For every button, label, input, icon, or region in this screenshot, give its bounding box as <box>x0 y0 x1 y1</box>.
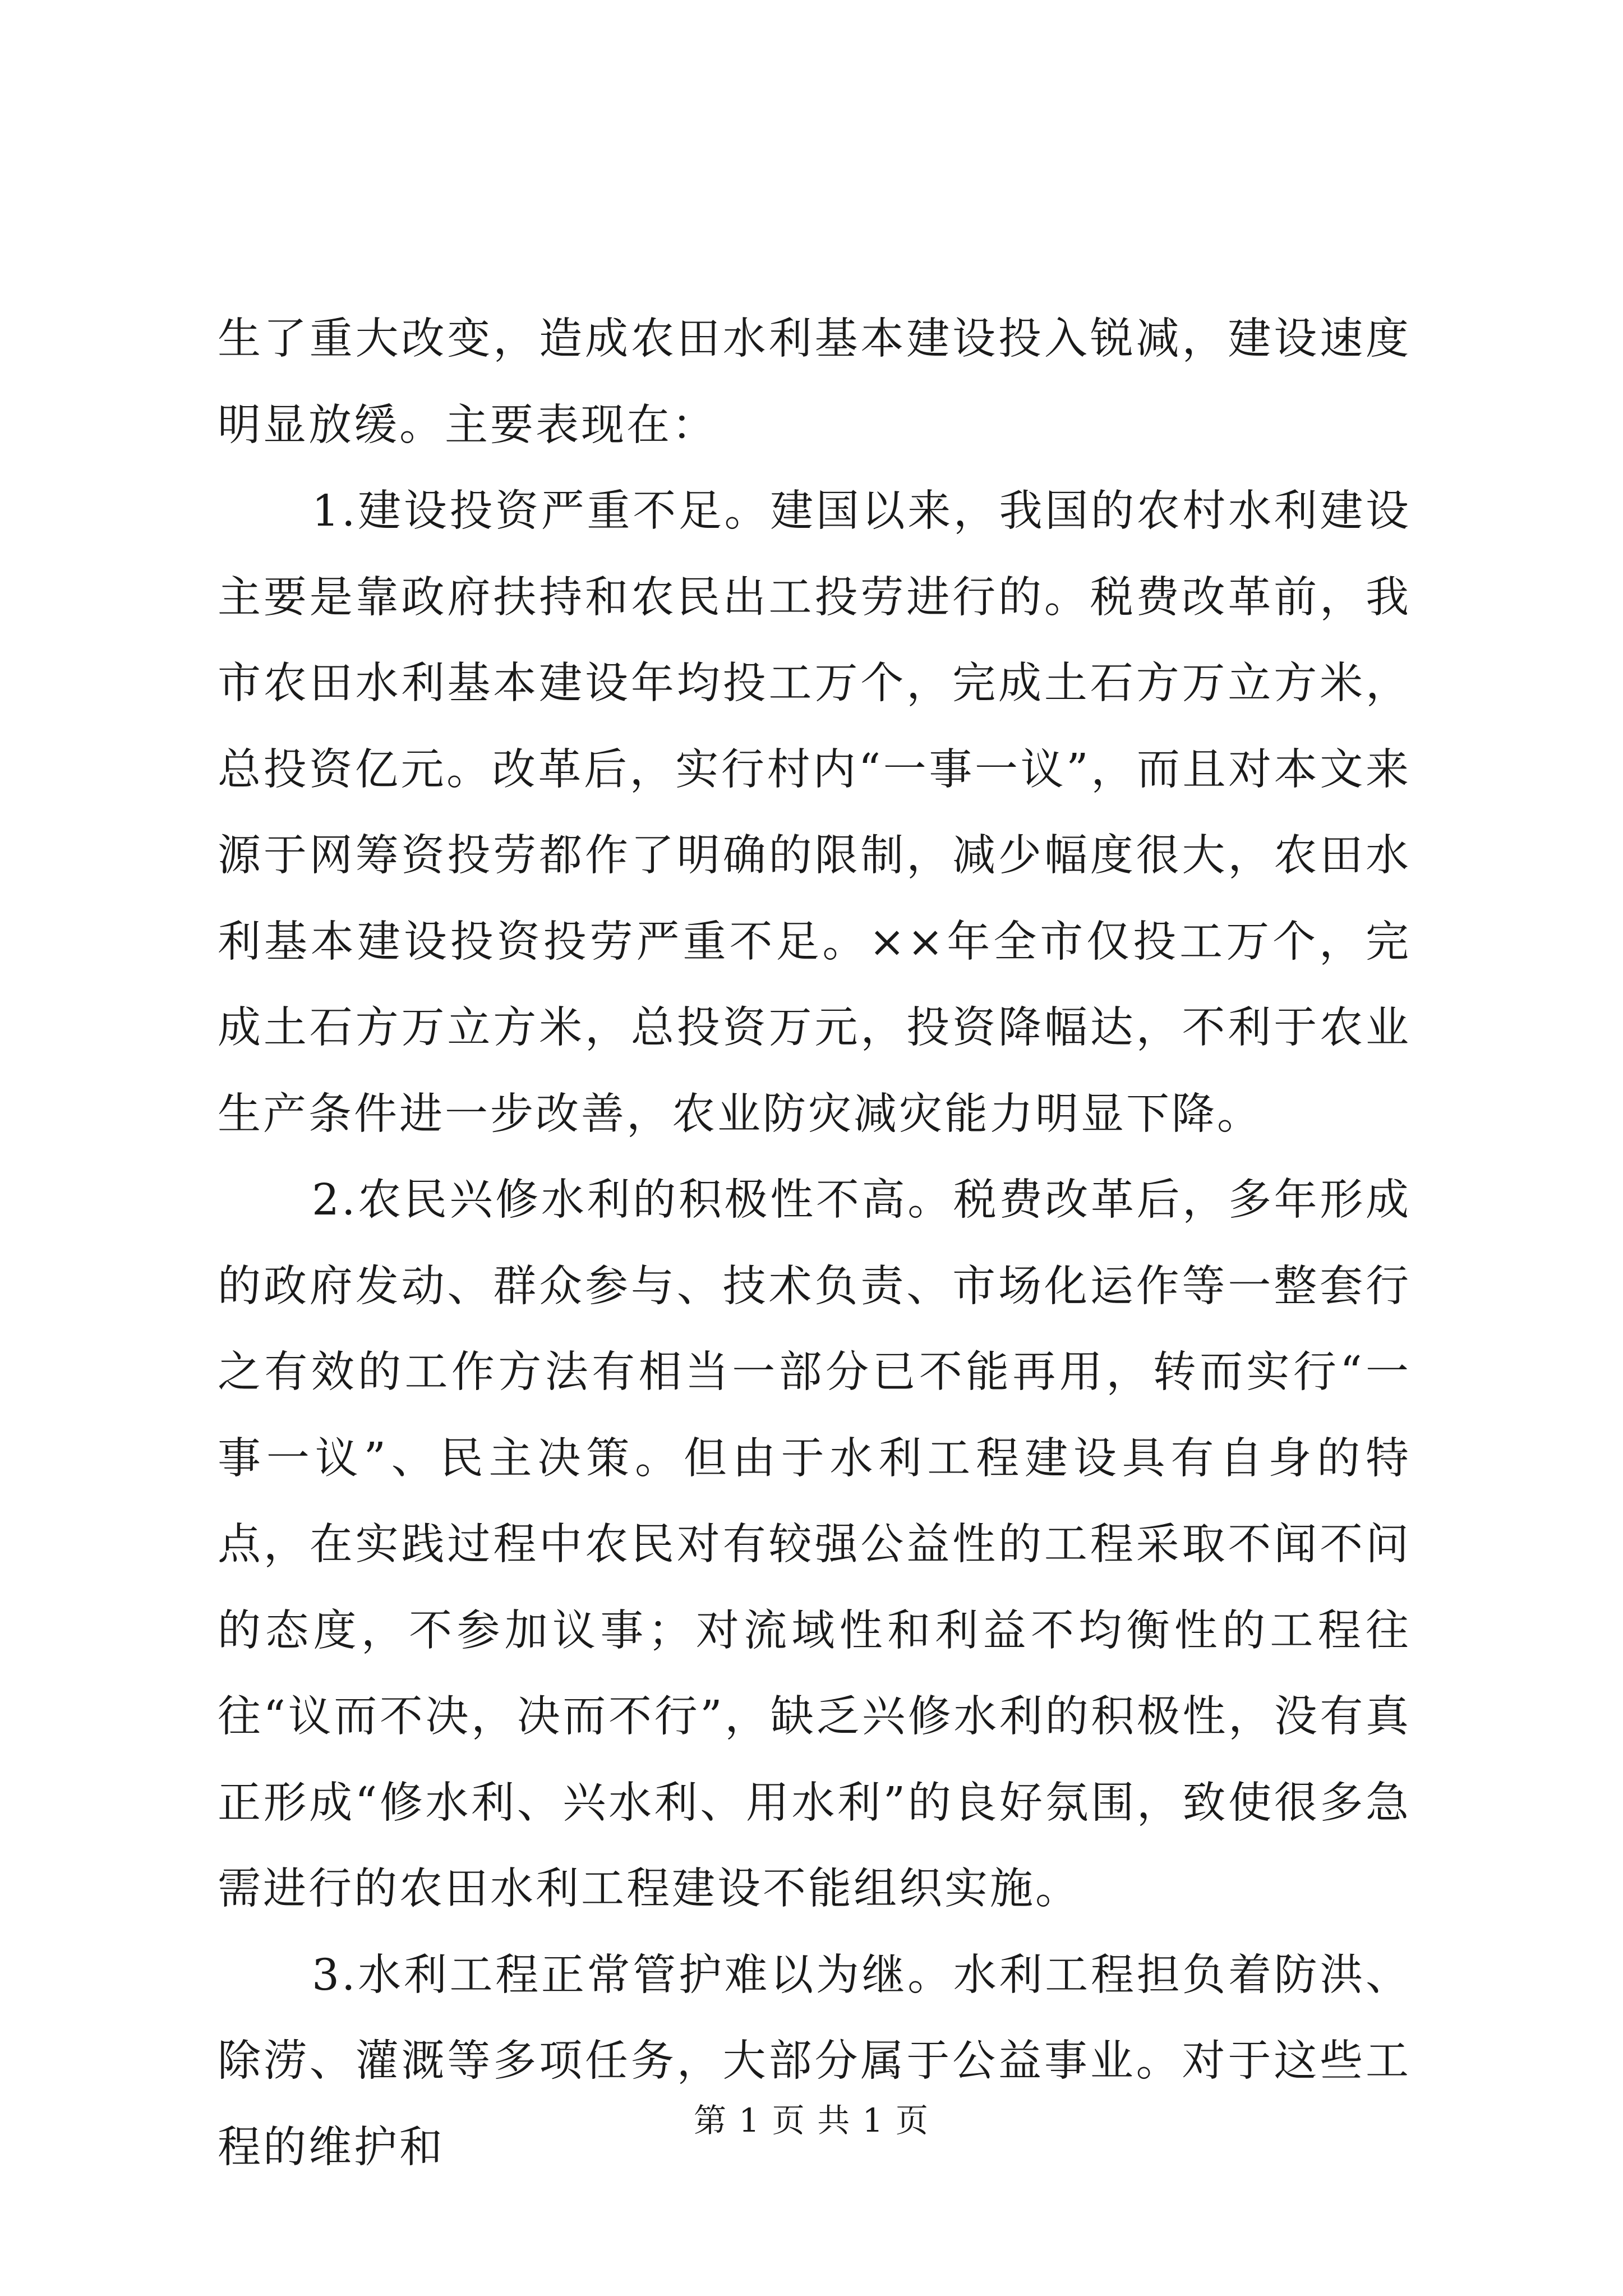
paragraph-item-1: 1.建设投资严重不足。建国以来，我国的农村水利建设主要是靠政府扶持和农民出工投劳进行的。税费改革前，我市农田水利基本建设年均投工万个，完成土石方万立方米，总投资亿元。改革后，实行村内“一事一议”，而且对本文来源于网筹资投劳都作了明确的限制，减少幅度很大，农田水利基本建设投资投劳严重不足。××年全市仅投工万个，完成土石方万立方米，总投资万元，投资降幅达，不利于农业生产条件进一步改善，农业防灾减灾能力明显下降。 <box>218 486 1411 1139</box>
paragraph-item-2: 2.农民兴修水利的积极性不高。税费改革后，多年形成的政府发动、群众参与、技术负责、市场化运作等一整套行之有效的工作方法有相当一部分已不能再用，转而实行“一事一议”、民主决策。但由于水利工程建设具有自身的特点，在实践过程中农民对有较强公益性的工程采取不闻不问的态度，不参加议事；对流域性和利益不均衡性的工程往往“议而不决，决而不行”，缺乏兴修水利的积极性，没有真正形成“修水利、兴水利、用水利”的良好氛围，致使很多急需进行的农田水利工程建设不能组织实施。 <box>218 1175 1411 1914</box>
page-number-footer: 第 1 页 共 1 页 <box>694 2101 929 2139</box>
paragraph-continuation: 生了重大改变，造成农田水利基本建设投入锐减，建设速度明显放缓。主要表现在： <box>218 314 1411 450</box>
paragraph-item-3: 3.水利工程正常管护难以为继。水利工程担负着防洪、除涝、灌溉等多项任务，大部分属于公益事业。对于这些工程的维护和 <box>218 1950 1411 2173</box>
document-body <box>218 296 1411 2191</box>
